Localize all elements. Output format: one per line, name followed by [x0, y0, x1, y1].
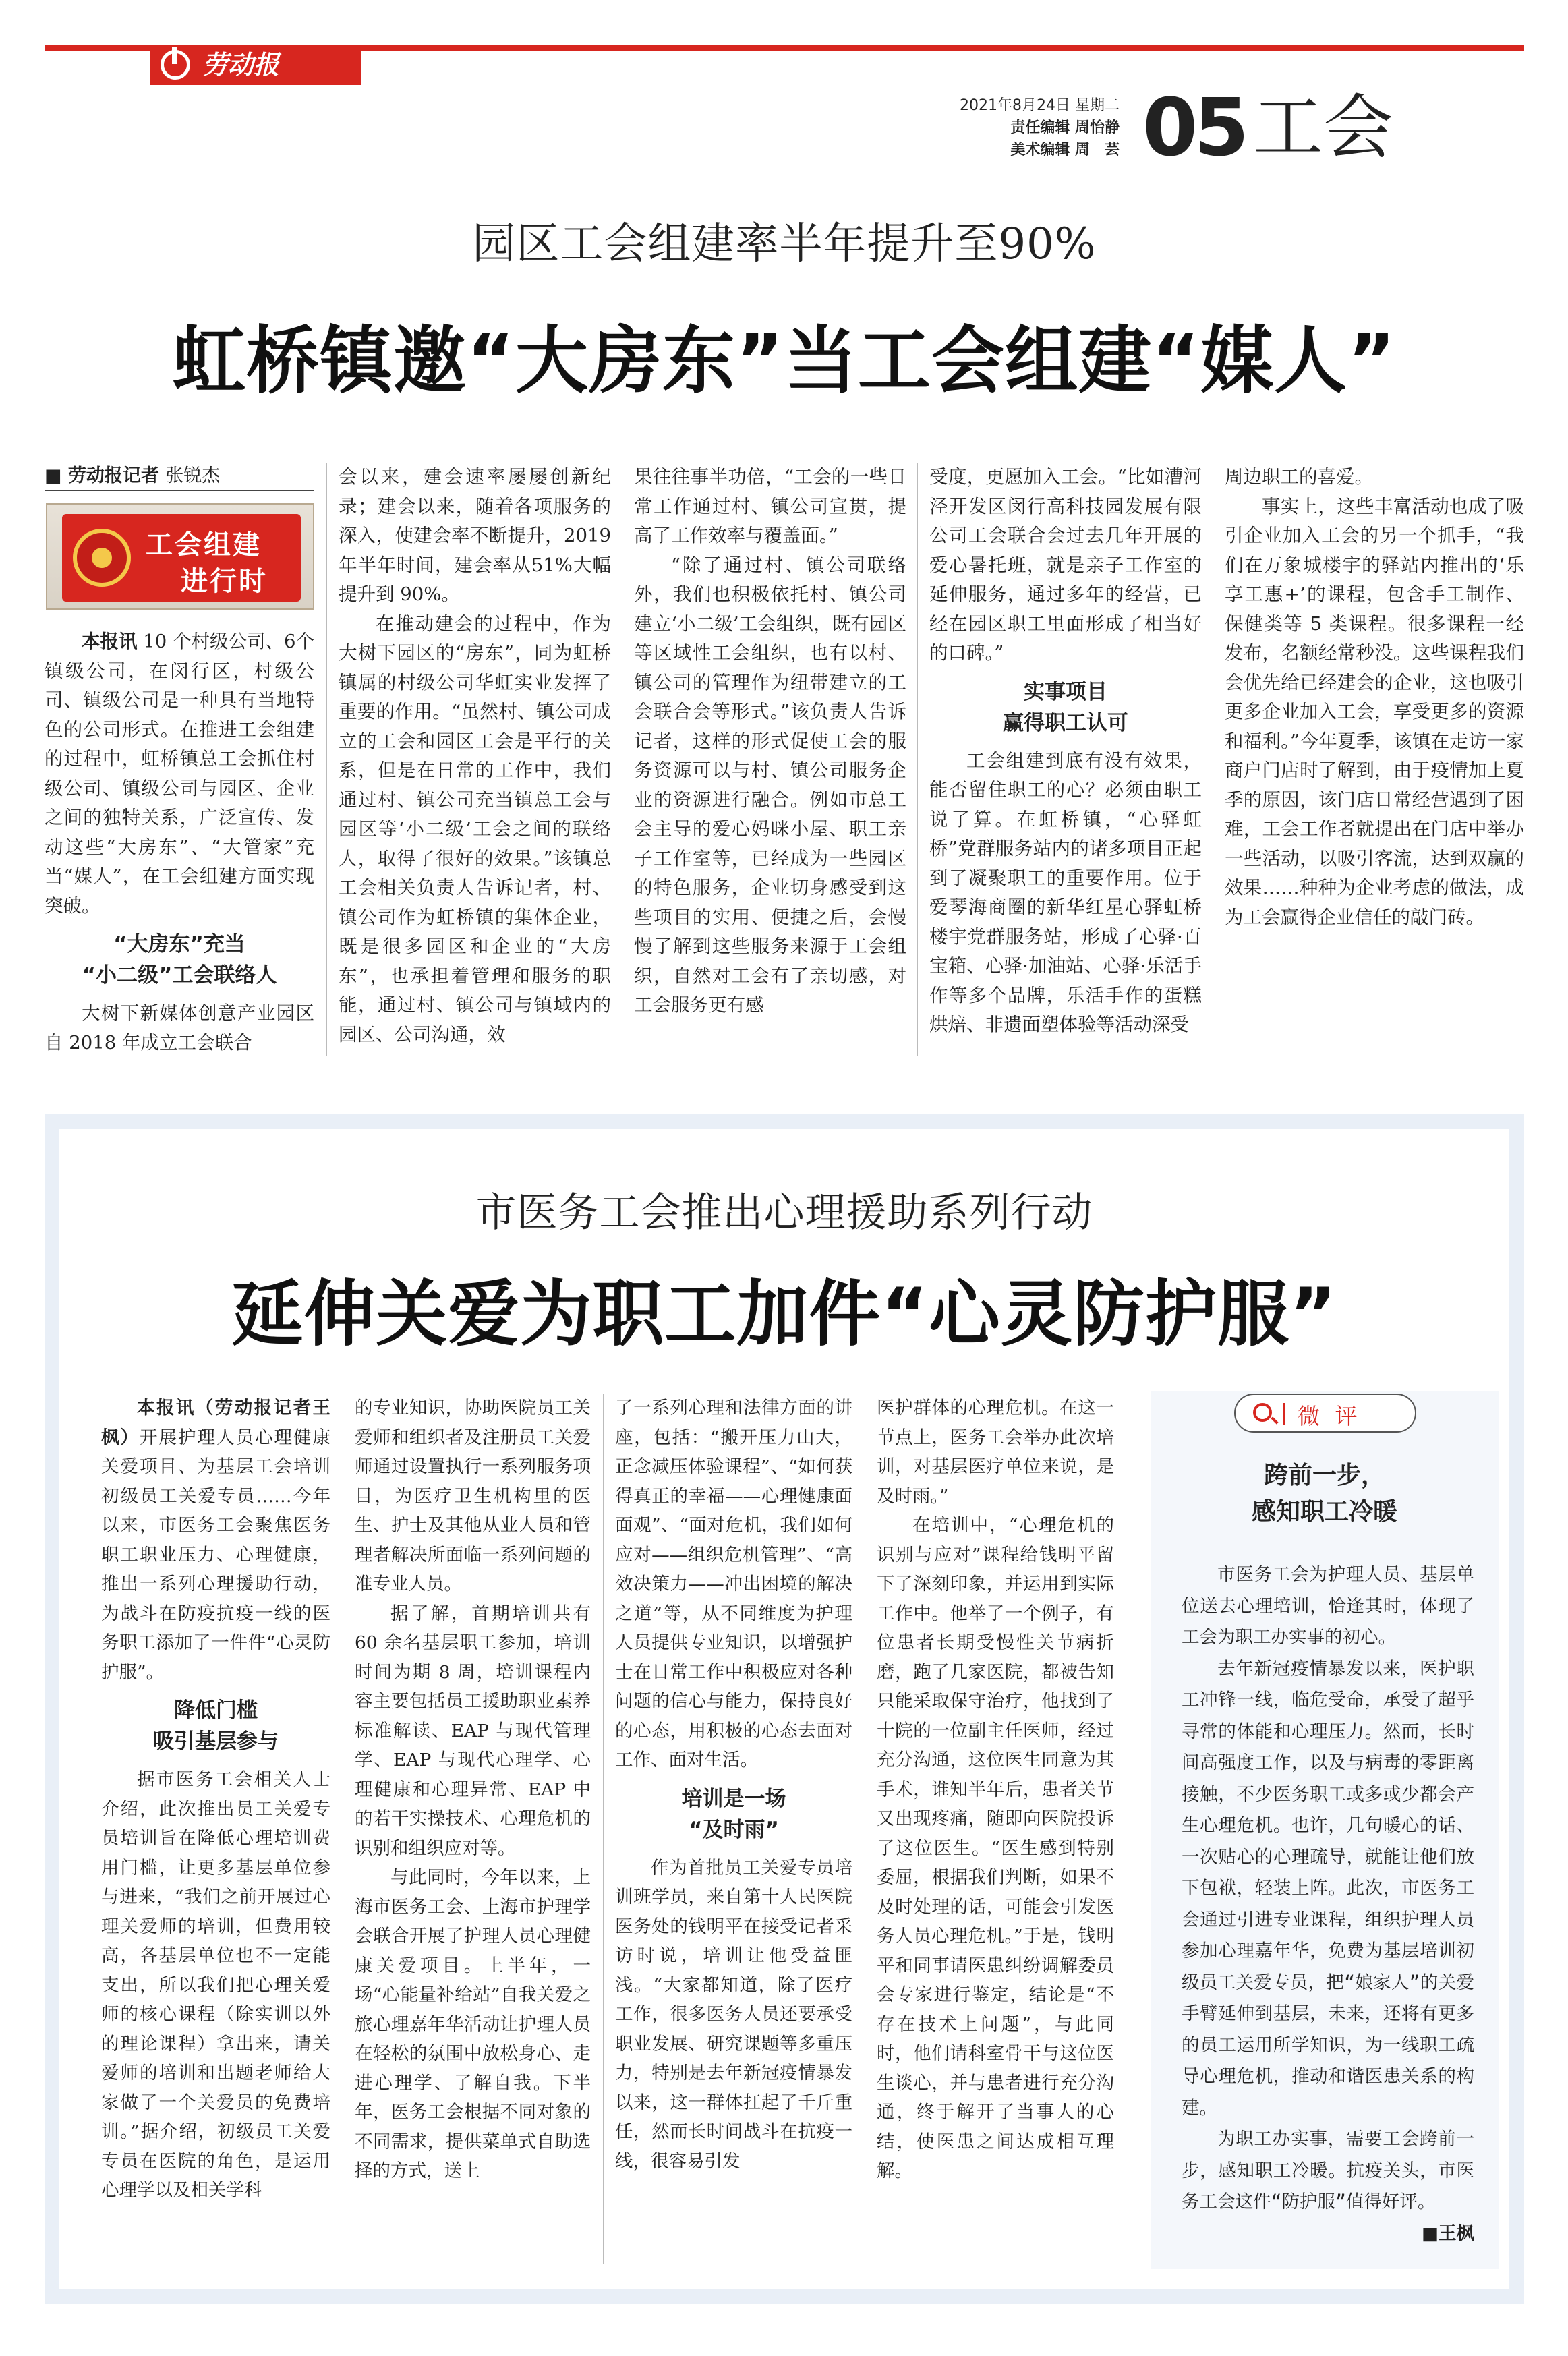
story1-paragraph: “除了通过村、镇公司联络外，我们也积极依托村、镇公司建立‘小二级’工会组织，既有园区等区域性工会组织，也有以村、镇公司的管理作为纽带建立的工会联合会等形式。”该负责人告诉记者，这样的形式促使工会的服务资源可以与村、镇公司服务企业的资源进行融合。例如市总工会主导的爱心妈咪小屋、职工亲子工作室等，已经成为一些园区的特色服务，企业切身感受到这些项目的实用、便捷之后，会慢慢了解到这些服务来源于工会组织，自然对工会有了亲切感，对工会服务更有感: [634, 554, 906, 1016]
story2-lead-paragraph: [101, 1394, 330, 1687]
story2-column-3: [615, 1394, 852, 2176]
date-line: 2021年8月24日 星期二: [960, 97, 1120, 114]
story2-column-2: [355, 1394, 591, 2186]
commentary-tag-label: 微 评: [1298, 1403, 1362, 1429]
story2-paragraph: 与此同时，今年以来，上海市医务工会、上海市护理学会联合开展了护理人员心理健康关爱项目。上半年，一场“心能量补给站”自我关爱之旅心理嘉年华活动让护理人员在轻松的氛围中放松身心、走进心理学、了解自我。下半年，医务工会根据不同对象的不同需求，提供菜单式自助选择的方式，送上: [355, 1867, 591, 2181]
story2-column-1: [101, 1394, 330, 2206]
story1-headline: 虹桥镇邀“大房东”当工会组建“媒人”: [173, 319, 1396, 403]
story1-paragraph: 果往往事半功倍，“工会的一些日常工作通过村、镇公司宣贯，提高了工作效率与覆盖面。”: [634, 466, 906, 546]
story2-paragraph: 在培训中，“心理危机的识别与应对”课程给钱明平留下了深刻印象，并运用到实际工作中。他举了一个例子，有位患者长期受慢性关节病折磨，跑了几家医院，都被告知只能采取保守治疗，他找到了十院的一位副主任医师，经过充分沟通，这位医生同意为其手术，谁知半年后，患者关节又出现疼痛，随即向医院投诉了这位医生。“医生感到特别委屈，根据我们判断，如果不及时处理的话，可能会引发医务人员心理危机。”于是，钱明平和同事请医患纠纷调解委员会专家进行鉴定，结论是“不存在技术上问题”，与此同时，他们请科室骨干与这位医生谈心，并与患者进行充分沟通，终于解开了当事人的心结，使医患之间达成相互理解。: [877, 1515, 1114, 2181]
story1-paragraph: 在推动建会的过程中，作为大树下园区的“房东”，同为虹桥镇属的村级公司华虹实业发挥了重要的作用。“虽然村、镇公司成立的工会和园区工会是平行的关系，但是在日常的工作中，我们通过村、镇公司充当镇总工会与园区等‘小二级’工会之间的联络人，取得了很好的效果。”该镇总工会相关负责人告诉记者，村、镇公司作为虹桥镇的集体企业，既是很多园区和企业的“大房东”，也承担着管理和服务的职能，通过村、镇公司与镇域内的园区、公司沟通，效: [339, 612, 611, 1045]
story1-column-1: [45, 627, 314, 1058]
commentary-tag: [1234, 1394, 1416, 1433]
story1-subheading-2: 实事项目 赢得职工认可: [1003, 679, 1128, 735]
union-building-badge: [46, 503, 314, 610]
story2-paragraph: 的专业知识，协助医院员工关爱师和组织者及注册员工关爱师通过设置执行一系列服务项目，为医疗卫生机构里的医生、护士及其他从业人员和管理者解决所面临一系列问题的准专业人员。: [355, 1398, 591, 1594]
commentary-paragraph: 为职工办实事，需要工会跨前一步，感知职工冷暖。抗疫关头，市医务工会这件“防护服”值得好评。: [1182, 2129, 1474, 2212]
column-rule: [326, 463, 327, 1056]
tag-divider: [1283, 1403, 1285, 1425]
editor-line: 责任编辑 周怡静: [1010, 119, 1120, 136]
story2-subheading-2: 培训是一场 “及时雨”: [681, 1786, 786, 1842]
column-rule: [603, 1394, 604, 2264]
story1-column-5: [1225, 463, 1524, 932]
issue-meta: [870, 94, 1120, 161]
story2-paragraph: 医护群体的心理危机。在这一节点上，医务工会举办此次培训，对基层医疗单位来说，是及时雨。”: [877, 1398, 1114, 1507]
badge-panel: [62, 514, 301, 602]
story1-column-4: [929, 463, 1202, 1040]
story1-paragraph: 工会组建到底有没有效果，能否留住职工的心？必须由职工说了算。在虹桥镇，“心驿虹桥”党群服务站内的诸多项目正起到了凝聚职工的重要作用。位于爱琴海商圈的新华红星心驿虹桥楼宇党群服务站，形成了心驿·百宝箱、心驿·加油站、心驿·乐活手作等多个品牌，乐活手作的蛋糕烘焙、非遗面塑体验等活动深受: [929, 749, 1202, 1035]
byline-label: ■ 劳动报记者: [45, 465, 159, 486]
story1-byline: [45, 463, 314, 491]
section-name: 工会: [1253, 86, 1394, 169]
story1-column-2: [339, 463, 611, 1050]
commentary-body: [1182, 1559, 1474, 2249]
story2-paragraph: 了一系列心理和法律方面的讲座，包括：“搬开压力山大，正念减压体验课程”、“如何获得真正的幸福——心理健康面面观”、“面对危机，我们如何应对——组织危机管理”、“高效决策力——冲出困境的解决之道”等，从不同维度为护理人员提供专业知识，以增强护士在日常工作中积极应对各种问题的信心与能力，保持良好的心态，用积极的心态去面对工作、面对生活。: [615, 1398, 852, 1771]
column-rule: [917, 463, 918, 1056]
story1-subhead: 园区工会组建率半年提升至90%: [472, 219, 1097, 269]
story1-paragraph: 会以来，建会速率屡屡创新纪录；建会以来，随着各项服务的深入，使建会率不断提升，2019 年半年时间，建会率从51%大幅提升到 90%。: [339, 466, 611, 605]
story2-subheading-1: 降低门槛 吸引基层参与: [153, 1698, 279, 1754]
commentary-signature: ■王枫: [1421, 2222, 1474, 2244]
story2-paragraph: 作为首批员工关爱专员培训班学员，来自第十人民医院医务处的钱明平在接受记者采访时说，培训让他受益匪浅。“大家都知道，除了医疗工作，很多医务人员还要承受职业发展、研究课题等多重压力，特别是去年新冠疫情暴发以来，这一群体扛起了千斤重任，然而长时间战斗在抗疫一线，很容易引发: [615, 1857, 852, 2172]
commentary-paragraph: 市医务工会为护理人员、基层单位送去心理培训，恰逢其时，体现了工会为职工办实事的初心。: [1182, 1564, 1474, 1648]
byline-name: 张锐杰: [165, 465, 221, 486]
story2-paragraph: 据市医务工会相关人士介绍，此次推出员工关爱专员培训旨在降低心理培训费用门槛，让更多基层单位参与进来，“我们之前开展过心理关爱师的培训，但费用较高，各基层单位也不一定能支出，所以我们把心理关爱师的核心课程（除实训以外的理论课程）拿出来，请关爱师的培训和出题老师给大家做了一个关爱员的免费培训。”据介绍，初级员工关爱专员在医院的角色，是运用心理学以及相关学科: [101, 1769, 330, 2201]
story1-paragraph: 受度，更愿加入工会。“比如漕河泾开发区闵行高科技园发展有限公司工会联合会过去几年开展的爱心暑托班，就是亲子工作室的延伸服务，通过多年的经营，已经在园区职工里面形成了相当好的口碑。”: [929, 466, 1202, 664]
logo-mark-icon: [161, 50, 190, 80]
badge-line-1: 工会组建: [146, 529, 262, 561]
story1-paragraph: 周边职工的喜爱。: [1225, 466, 1373, 488]
union-emblem-icon: [73, 529, 131, 587]
story1-paragraph: 大树下新媒体创意产业园区自 2018 年成立工会联合: [45, 1002, 314, 1054]
story2-paragraph: 据了解，首期培训共有 60 余名基层职工参加，培训时间为期 8 周，培训课程内容主要包括员工援助职业素养标准解读、EAP 与现代管理学、EAP 与现代心理学、心理健康和心理异常、EAP 中的若干实操技术、心理危机的识别和组织应对等。: [355, 1603, 591, 1859]
commentary-paragraph: 去年新冠疫情暴发以来，医护职工冲锋一线，临危受命，承受了超乎寻常的体能和心理压力。然而，长时间高强度工作，以及与病毒的零距离接触，不少医务职工或多或少都会产生心理危机。也许，几句暖心的话、一次贴心的心理疏导，就能让他们放下包袱，轻装上阵。此次，市医务工会通过引进专业课程，组织护理人员参加心理嘉年华，免费为基层培训初级员工关爱专员，把“娘家人”的关爱手臂延伸到基层，未来，还将有更多的员工运用所学知识，为一线职工疏导心理危机，推动和谐医患关系的构建。: [1182, 1658, 1474, 2119]
badge-line-2: 进行时: [181, 566, 268, 597]
story1-lead-paragraph: [45, 627, 314, 921]
story1-lead-text: 10 个村级公司、6个镇级公司，在闵行区，村级公司、镇级公司是一种具有当地特色的公司形式。在推进工会组建的过程中，虹桥镇总工会抓住村级公司、镇级公司与园区、企业之间的独特关系，广泛宣传、发动这些“大房东”、“大管家”充当“媒人”，在工会组建方面实现突破。: [45, 631, 314, 917]
newspaper-logo: [150, 45, 361, 85]
story1-subheading-1: “大房东”充当 “小二级”工会联络人: [82, 932, 277, 987]
page-number: 05: [1142, 81, 1246, 174]
story1-column-3: [634, 463, 906, 1021]
story2-lead-text: 开展护理人员心理健康关爱项目、为基层工会培训初级员工关爱专员……今年以来，市医务工会聚焦医务职工职业压力、心理健康，推出一系列心理援助行动，为战斗在防疫抗疫一线的医务职工添加了一件件“心灵防护服”。: [101, 1427, 330, 1683]
story2-subhead: 市医务工会推出心理援助系列行动: [475, 1189, 1093, 1236]
story1-lead-label: 本报讯: [82, 631, 138, 652]
story2-lead-label: 本报讯（劳动报记者王枫）: [101, 1398, 330, 1448]
art-editor-line: 美术编辑 周 芸: [1010, 142, 1120, 159]
logo-text: 劳动报: [202, 49, 280, 80]
story2-headline: 延伸关爱为职工加件“心灵防护服”: [231, 1273, 1337, 1356]
story2-column-4: [877, 1394, 1114, 2186]
search-icon: [1253, 1403, 1272, 1422]
story1-paragraph: 事实上，这些丰富活动也成了吸引企业加入工会的另一个抓手，“我们在万象城楼宇的驿站内推出的‘乐享工惠+’的课程，包含手工制作、保健类等 5 类课程。很多课程一经发布，名额经常秒没。这些课程我们会优先给已经建会的企业，这也吸引更多企业加入工会，享受更多的资源和福利。”今年夏季，该镇在走访一家商户门店时了解到，由于疫情加上夏季的原因，该门店日常经营遇到了困难，工会工作者就提出在门店中举办一些活动，以吸引客流，达到双赢的效果……种种为企业考虑的做法，成为工会赢得企业信任的敲门砖。: [1225, 495, 1524, 928]
commentary-title: 跨前一步， 感知职工冷暖: [1251, 1461, 1397, 1526]
